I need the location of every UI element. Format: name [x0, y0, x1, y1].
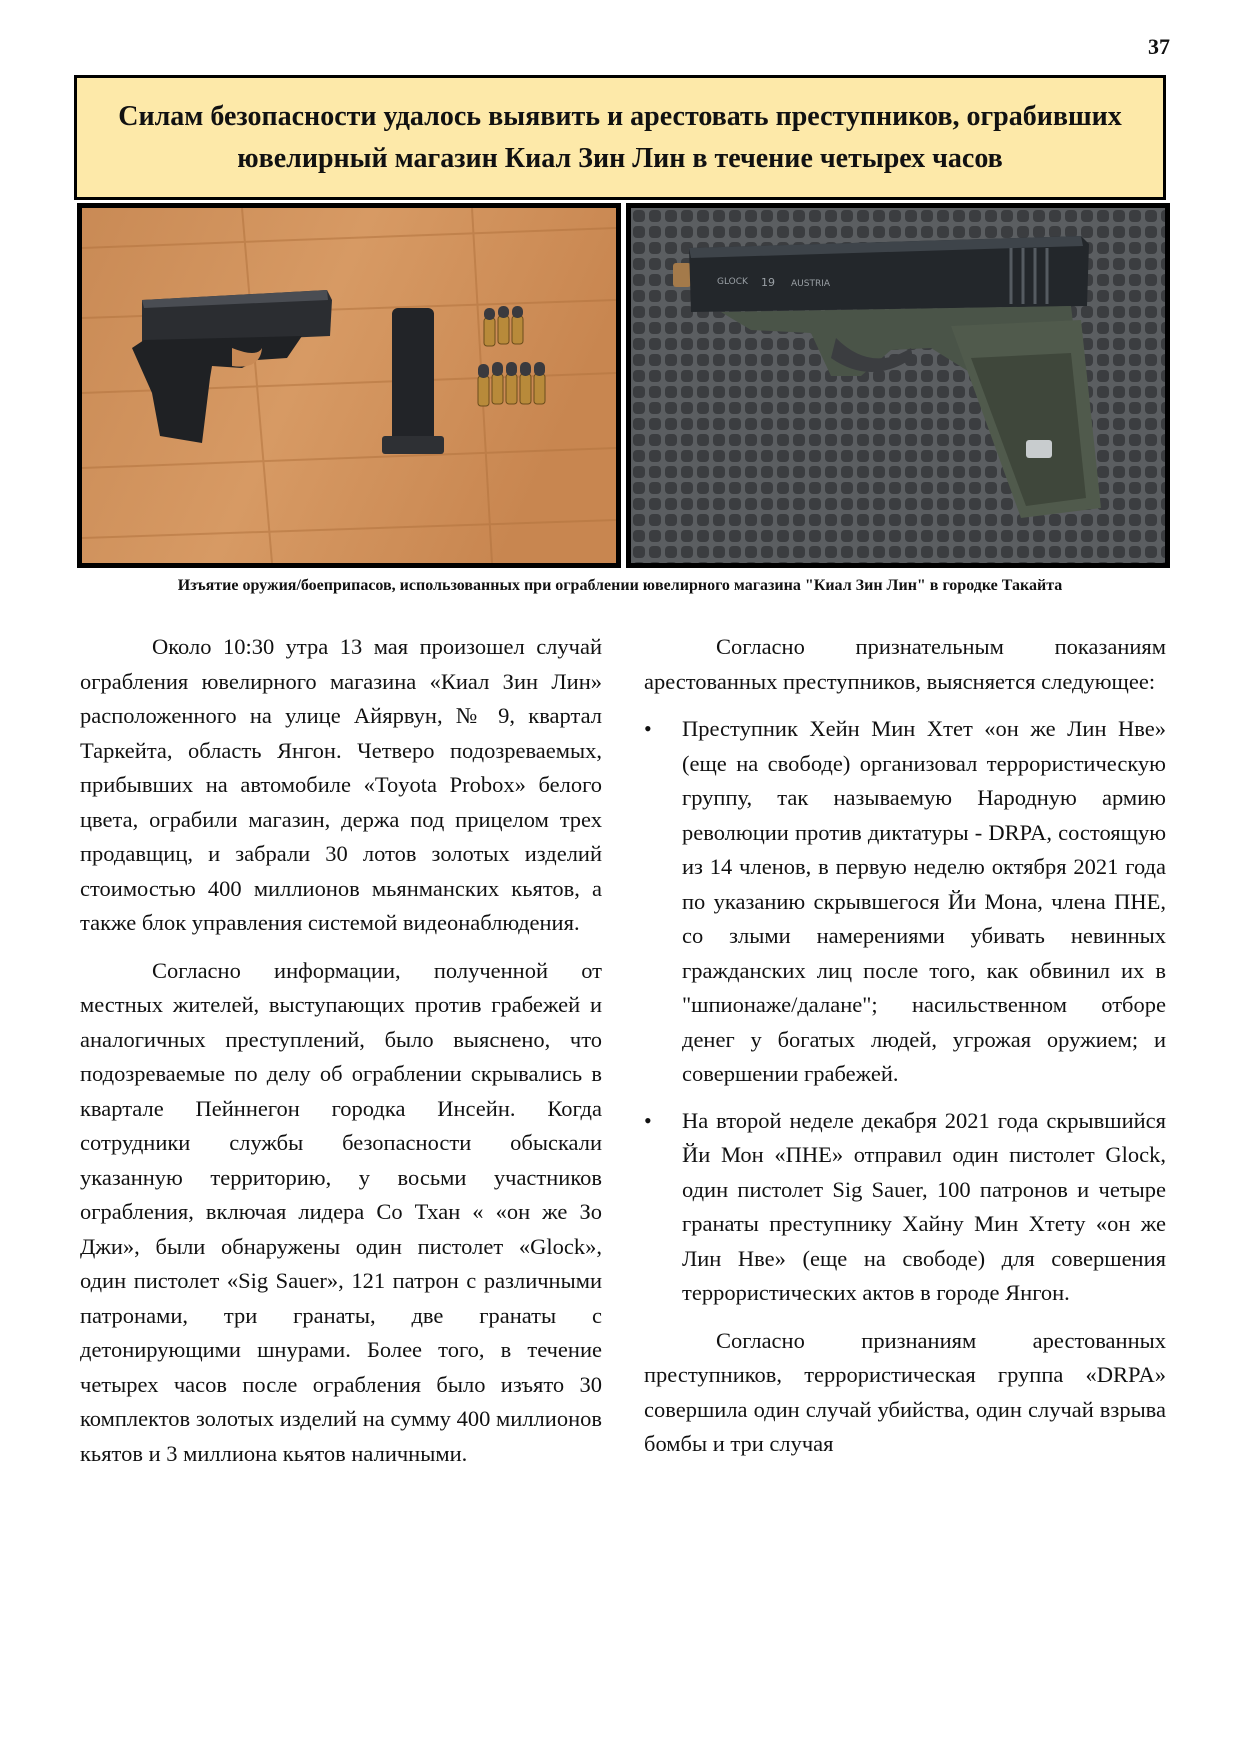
left-paragraph-2: Согласно информации, полученной от местных жителей, выступающих против грабежей и аналогичных преступлений, было выяснено, что подозреваемые по делу об ограблении скрывались в квартале Пейннегон городка Инсейн. Когда сотрудники службы безопасности обыскали указанную территорию, у восьми участников ограбления, включая лидера Со Тхан « «он же Зо Джи», были обнаружены один пистолет «Glock», один пистолет «Sig Sauer», 121 патрон с различными патронами, три гранаты, две гранаты с детонирующими шнурами. Более того, в течение четырех часов после ограбления было изъято 30 комплектов золотых изделий на сумму 400 миллионов кьятов и 3 миллиона кьятов наличными.: [80, 957, 602, 1466]
headline: Силам безопасности удалось выявить и арестовать преступников, ограбивших ювелирный магазин Киал Зин Лин в течение четырех часов: [118, 100, 1122, 174]
left-paragraph-1: Около 10:30 утра 13 мая произошел случай ограбления ювелирного магазина «Киал Зин Лин» расположенного на улице Айярвун, № 9, квартал Таркейта, область Янгон. Четверо подозреваемых, прибывших на автомобиле «Toyota Probox» белого цвета, ограбили магазин, держа под прицелом трех продавщиц, и забрали 30 лотов золотых изделий стоимостью 400 миллионов мьянманских кьятов, а также блок управления системой видеонаблюдения.: [80, 634, 602, 935]
headline-box: [74, 75, 1166, 200]
bullet-item: • На второй неделе декабря 2021 года скрывшийся Йи Мон «ПНЕ» отправил один пистолет Glock, один пистолет Sig Sauer, 100 патронов и четыре гранаты преступнику Хайну Мин Хтету «он же Лин Нве» (еще на свободе) для совершения террористических актов в городе Янгон.: [682, 1104, 1166, 1311]
right-paragraph-intro: Согласно признательным показаниям арестованных преступников, выясняется следующее:: [644, 634, 1166, 694]
slide-brand-marking: GLOCK: [717, 277, 748, 287]
page-number: 37: [1148, 34, 1170, 59]
photo-pistol-ammo-image: [82, 208, 616, 563]
photo-glock-image: [631, 208, 1165, 563]
bullet-item: • Преступник Хейн Мин Хтет «он же Лин Нве» (еще на свободе) организовал террористическую группу, так называемую Народную армию революции против диктатуры - DRPA, состоящую из 14 членов, в первую неделю октября 2021 года по указанию скрывшегося Йи Мона, члена ПНЕ, со злыми намерениями убивать невинных гражданских лиц после того, как обвинил их в "шпионаже/далане"; насильственном отборе денег у богатых людей, угрожая оружием; и совершении грабежей.: [682, 712, 1166, 1092]
right-column: [644, 630, 1166, 1475]
slide-country-marking: AUSTRIA: [791, 279, 831, 289]
right-paragraph-outro: Согласно признаниям арестованных преступников, террористическая группа «DRPA» совершила один случай убийства, один случай взрыва бомбы и три случая: [644, 1327, 1166, 1456]
photo-seized-glock: [626, 203, 1170, 568]
photo-seized-pistol-ammo: [77, 203, 621, 568]
photo-caption: Изъятие оружия/боеприпасов, использованных при ограблении ювелирного магазина "Киал Зин Лин" в городке Такайта: [177, 577, 1063, 594]
slide-model-marking: 19: [761, 276, 775, 289]
bullet-list: [644, 712, 1166, 1311]
left-column: [80, 630, 602, 1484]
